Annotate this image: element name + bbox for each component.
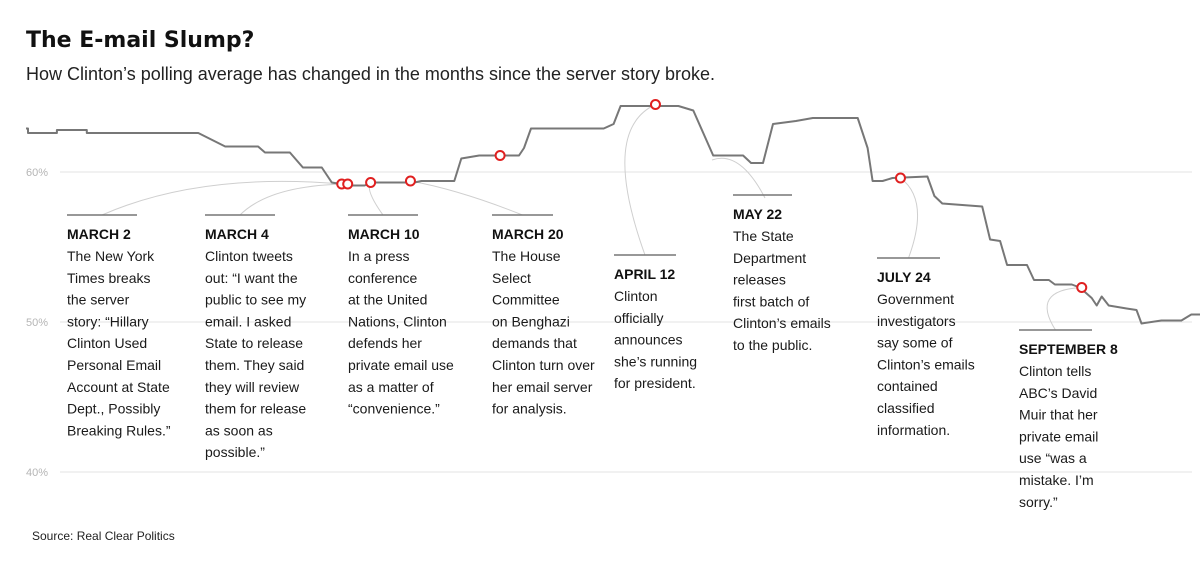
annotation-text-line: possible.” [205,444,265,461]
annotation-text-line: investigators [877,312,956,329]
annotation-text-line: Account at State [67,378,170,395]
y-tick-label: 60% [26,167,49,179]
annotation-text-line: information. [877,421,951,438]
annotation-text-line: The State [733,228,794,244]
annotation-text-line: Clinton tweets [205,248,293,264]
event-marker [366,178,375,187]
annotation-text-line: use “was a [1019,450,1087,467]
annotation-date: MARCH 4 [205,226,269,242]
leader-line [102,181,342,215]
annotation-text-line: they will review [205,378,300,395]
annotation-text-line: contained [877,378,938,395]
annotation-text-line: Clinton turn over [492,357,595,373]
annotation-text-line: announces [614,331,683,348]
annotation-text-line: she’s running [614,353,698,370]
leader-line [410,181,522,215]
annotation-date: MARCH 2 [67,226,131,242]
annotation-text-line: Clinton tells [1019,363,1092,379]
annotation-text-line: Clinton’s emails [733,315,831,332]
event-marker [1077,283,1086,292]
annotation-date: MARCH 10 [348,226,420,242]
event-marker [406,177,415,186]
annotation-text-line: for president. [614,375,696,392]
chart-subtitle: How Clinton’s polling average has changed in the months since the server story broke. [26,64,716,84]
source-note: Source: Real Clear Politics [32,529,175,543]
annotation-text-line: public to see my [205,291,307,308]
annotation-date: APRIL 12 [614,266,676,282]
event-markers [337,100,1086,292]
leader-line [712,158,765,198]
annotation-text-line: her email server [492,378,593,395]
annotation-text-line: The New York [67,248,155,264]
gridlines [26,167,1192,479]
annotation-text-line: Committee [492,291,560,308]
annotation-text-line: as a matter of [348,378,434,395]
annotation-text-line: releases [733,271,786,288]
polling-average-line [26,106,1200,324]
annotation-text-line: defends her [348,335,422,352]
annotation-text-line: out: “I want the [205,269,298,286]
annotation-text-line: Muir that her [1019,406,1098,423]
annotation-text-line: conference [348,269,418,286]
annotation-text-line: them. They said [205,357,305,373]
annotation-text-line: The House [492,248,561,264]
annotation-text-line: email. I asked [205,313,292,330]
annotation-text-line: Select [492,269,531,286]
annotation-text-line: first batch of [733,293,810,310]
annotation-date: SEPTEMBER 8 [1019,341,1118,357]
annotation-text-line: Times breaks [67,269,151,286]
leader-line [625,105,656,256]
annotation-date: JULY 24 [877,269,931,285]
polling-series [26,106,1200,324]
annotation-text-line: “convenience.” [348,400,440,417]
annotation-text-line: Department [733,249,807,266]
annotation-text-line: Breaking Rules.” [67,422,171,439]
y-tick-label: 50% [26,317,49,329]
annotation-text-line: private email [1019,428,1099,445]
y-tick-label: 40% [26,467,49,479]
annotation-text-line: story: “Hillary [67,313,149,330]
annotation-text-line: for analysis. [492,400,567,417]
event-marker [896,174,905,183]
annotation-text-line: the server [67,291,130,308]
annotation-text-line: on Benghazi [492,313,570,330]
annotation-text-line: demands that [492,335,577,352]
event-marker [496,151,505,160]
annotation-text-line: as soon as [205,422,273,439]
annotation-text-line: Personal Email [67,357,162,373]
annotation-text-line: Government [877,291,955,307]
annotation-text-line: classified [877,400,935,416]
annotation-text-line: at the United [348,291,428,308]
annotation-text-line: Nations, Clinton [348,313,447,330]
annotation-text-line: them for release [205,400,307,417]
annotation-text-line: ABC’s David [1019,384,1098,401]
annotation-text-line: State to release [205,335,304,352]
annotation-date: MAY 22 [733,206,783,222]
event-annotations [67,195,1118,510]
chart-title: The E-mail Slump? [26,28,255,53]
annotation-text-line: sorry.” [1019,493,1058,510]
event-marker [651,100,660,109]
leader-line [240,184,348,215]
annotation-text-line: officially [614,309,664,326]
leader-line [1047,288,1082,331]
annotation-text-line: Clinton [614,288,658,304]
annotation-text-line: Clinton Used [67,335,148,352]
annotation-text-line: private email use [348,357,454,373]
annotation-text-line: mistake. I’m [1019,472,1094,488]
annotation-date: MARCH 20 [492,226,564,242]
annotation-text-line: Clinton’s emails [877,356,975,373]
annotation-text-line: Dept., Possibly [67,400,161,417]
annotation-text-line: say some of [877,334,953,351]
leader-line [900,178,917,258]
annotation-text-line: In a press [348,248,410,264]
event-marker [343,180,352,189]
annotation-text-line: to the public. [733,337,813,353]
